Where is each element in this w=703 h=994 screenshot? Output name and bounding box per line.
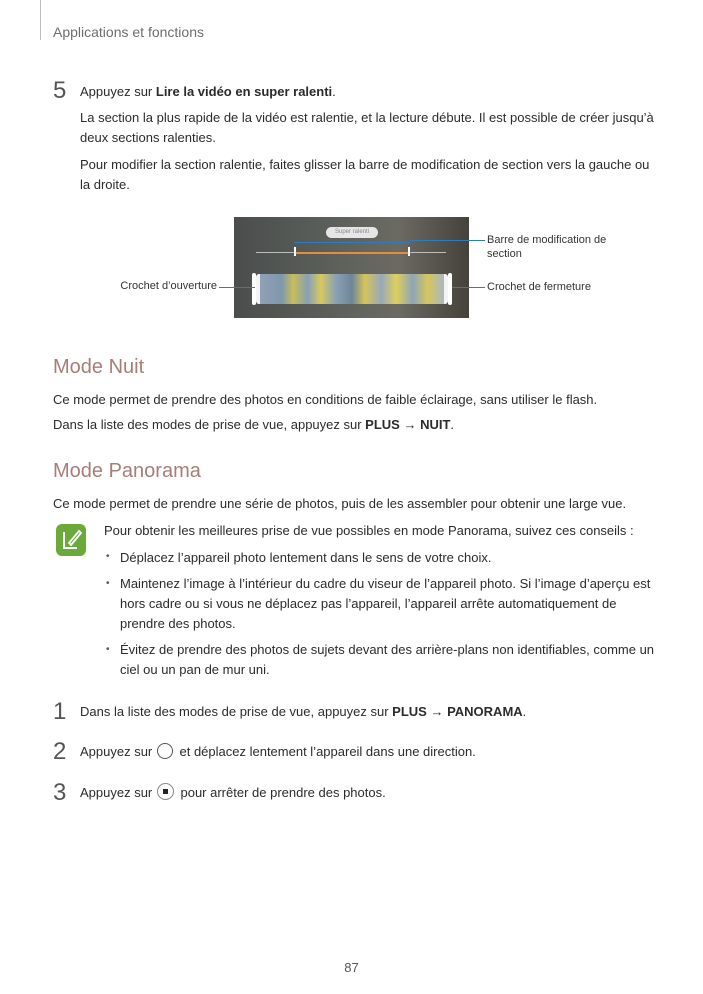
tip-2: Maintenez l’image à l’intérieur du cadre du viseur de l’appareil photo. Si l’image d’aperçu est hors cadre ou si vous ne déplacez pas l’appareil, l’appareil arrête automatiquement de prendre des photos.	[120, 576, 651, 631]
step-1-tail: .	[522, 704, 527, 719]
note-intro: Pour obtenir les meilleures prise de vue possibles en mode Panorama, suivez ces conseils :	[104, 523, 634, 538]
bullet-2: •	[106, 578, 110, 589]
filmstrip	[256, 274, 448, 304]
bullet-1: •	[106, 551, 110, 562]
bullet-3: •	[106, 644, 110, 655]
callout-line-bar	[410, 240, 485, 241]
mode-nuit-instruction	[53, 415, 663, 435]
step-1-lead: Dans la liste des modes de prise de vue, appuyez sur	[80, 704, 393, 719]
note-icon	[55, 523, 87, 557]
super-slow-motion-button[interactable]: Super ralenti	[326, 227, 378, 238]
section-title: Applications et fonctions	[53, 24, 204, 40]
step-2-tail: et déplacez lentement l’appareil dans une direction.	[175, 744, 476, 759]
callout-bar-bracket	[294, 242, 410, 243]
step-2-lead: Appuyez sur	[80, 744, 156, 759]
callout-line-open	[219, 287, 255, 288]
mode-panorama-description: Ce mode permet de prendre une série de photos, puis de les assembler pour obtenir une large vue.	[53, 496, 627, 511]
step-1-number: 1	[53, 698, 67, 725]
callout-line-close	[452, 287, 485, 288]
nuit-label: NUIT	[420, 417, 451, 432]
step-2-text	[80, 742, 660, 762]
arrow: →	[399, 417, 421, 432]
step-1-text	[80, 702, 660, 722]
step-3-text	[80, 783, 660, 803]
slow-motion-play-action: Lire la vidéo en super ralenti	[155, 84, 333, 99]
mode-panorama-heading: Mode Panorama	[53, 460, 201, 482]
shutter-icon	[157, 743, 173, 759]
tip-3: Évitez de prendre des photos de sujets devant des arrière-plans non identifiables, comme un ciel ou un pan de mur uni.	[120, 642, 655, 677]
stop-icon	[157, 783, 174, 800]
step-5-tail: .	[332, 84, 336, 99]
plus-label: PLUS	[392, 704, 427, 719]
callout-opening-bracket: Crochet d’ouverture	[120, 280, 217, 292]
filmstrip-frames	[260, 274, 444, 304]
step-5-lead: Appuyez sur	[80, 84, 156, 99]
step-5-paragraph-2: Pour modifier la section ralentie, faites glisser la barre de modification de section vers la gauche ou la droite.	[80, 157, 650, 192]
panorama-label: PANORAMA	[447, 704, 523, 719]
step-5-paragraph-1: La section la plus rapide de la vidéo est ralentie, et la lecture débute. Il est possible de créer jusqu’à deux sections ralenties.	[80, 110, 654, 145]
arrow: →	[426, 704, 448, 719]
callout-closing-bracket: Crochet de fermeture	[487, 281, 591, 293]
slow-motion-screenshot	[234, 217, 469, 318]
callout-section-bar: Barre de modification de section	[487, 234, 607, 260]
page-number: 87	[344, 960, 359, 975]
step-5-instruction	[80, 82, 660, 102]
opening-bracket[interactable]	[252, 273, 256, 305]
mode-nuit-tail: .	[450, 417, 455, 432]
step-3-number: 3	[53, 779, 67, 806]
closing-bracket[interactable]	[448, 273, 452, 305]
mode-nuit-description: Ce mode permet de prendre des photos en conditions de faible éclairage, sans utiliser le flash.	[53, 392, 598, 407]
header-rule	[40, 0, 41, 40]
section-handle-left[interactable]	[294, 247, 296, 256]
plus-label: PLUS	[365, 417, 400, 432]
mode-nuit-heading: Mode Nuit	[53, 356, 145, 378]
step-3-tail: pour arrêter de prendre des photos.	[176, 785, 386, 800]
step-number: 5	[53, 77, 67, 104]
slow-section-bar[interactable]	[294, 252, 410, 254]
mode-nuit-lead: Dans la liste des modes de prise de vue, appuyez sur	[53, 417, 366, 432]
step-3-lead: Appuyez sur	[80, 785, 156, 800]
tip-1: Déplacez l’appareil photo lentement dans le sens de votre choix.	[120, 550, 492, 565]
step-2-number: 2	[53, 738, 67, 765]
section-handle-right[interactable]	[408, 247, 410, 256]
